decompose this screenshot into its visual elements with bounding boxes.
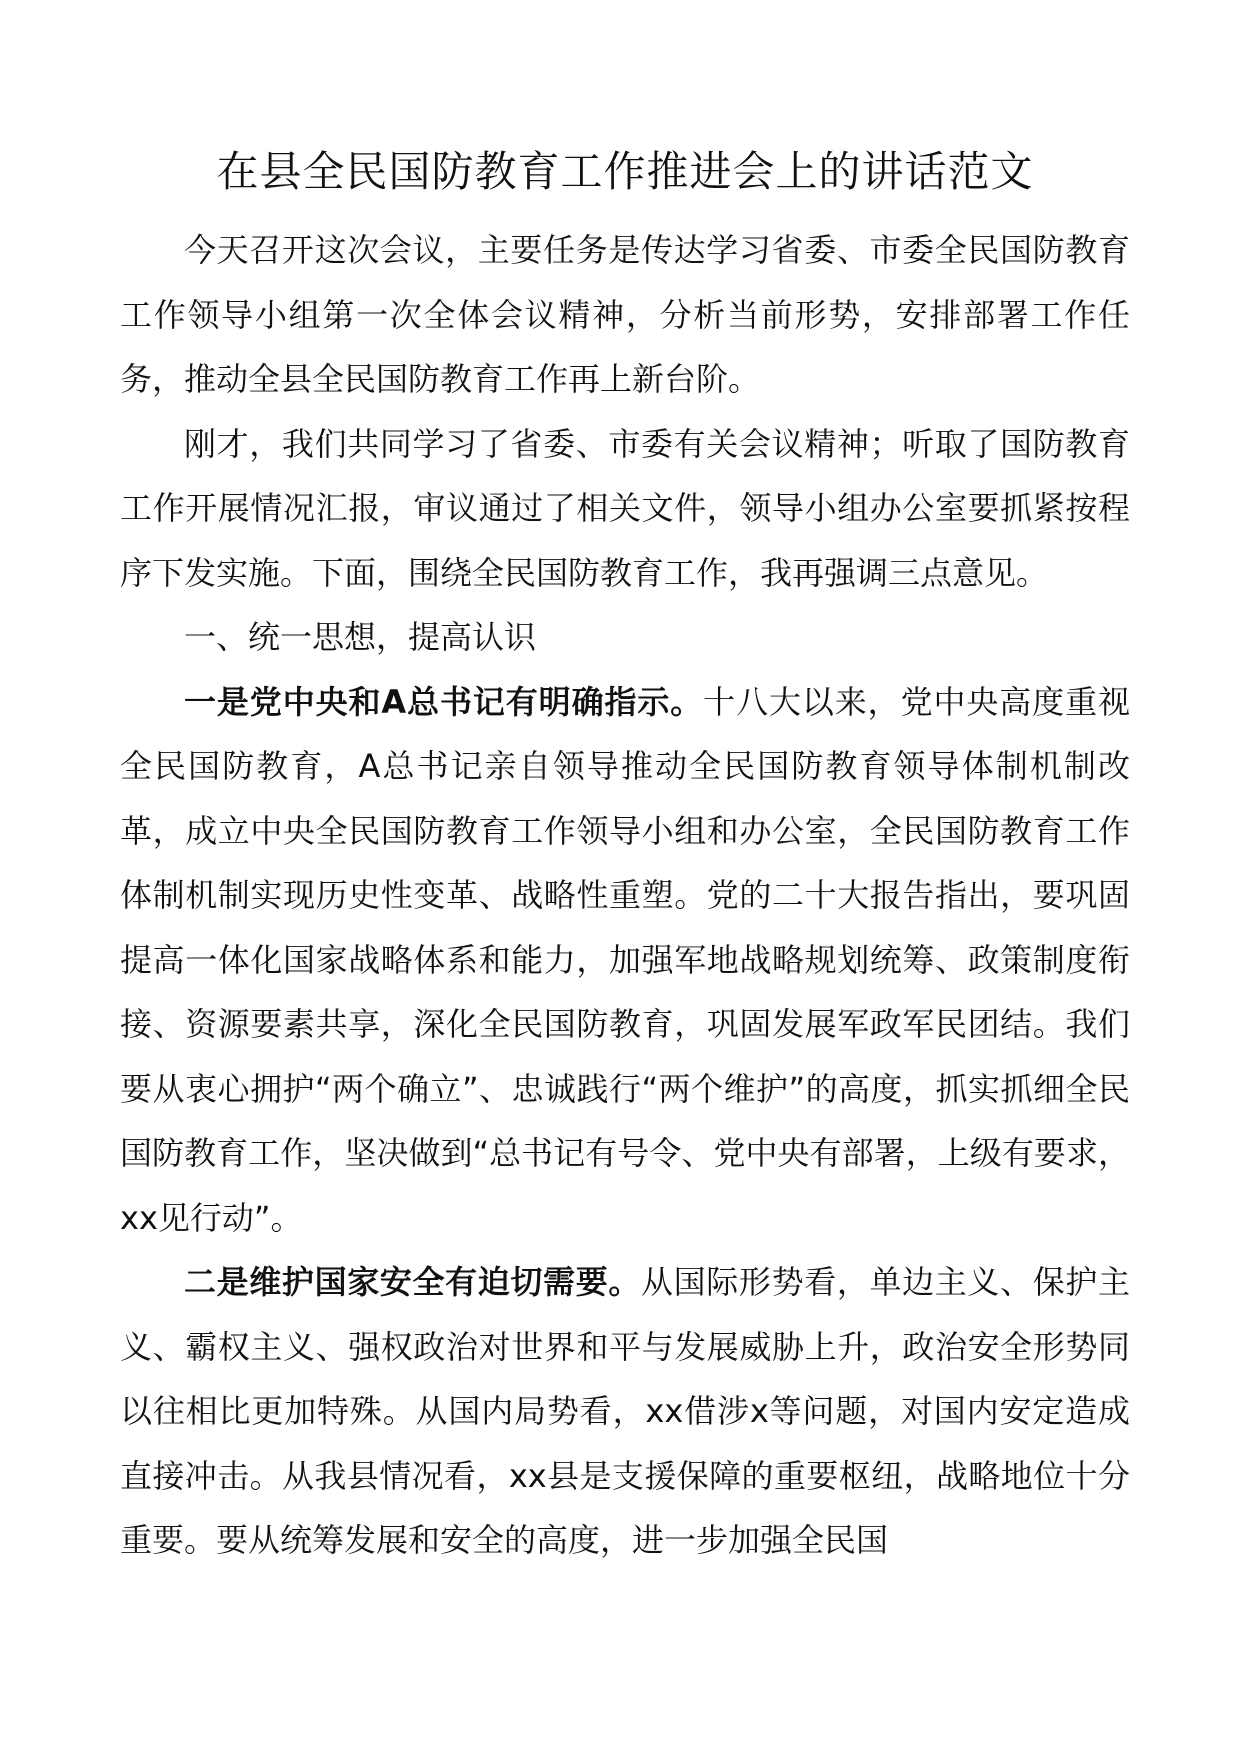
document-title: 在县全民国防教育工作推进会上的讲话范文 bbox=[216, 147, 1034, 196]
paragraph-opening: 今天召开这次会议，主要任务是传达学习省委、市委全民国防教育工作领导小组第一次全体会议精神，分析当前形势，安排部署工作任务，推动全县全民国防教育工作再上新台阶。 bbox=[120, 231, 1130, 398]
paragraph-point-2-body: 从国际形势看，单边主义、保护主义、霸权主义、强权政治对世界和平与发展威胁上升，政治安全形势同以往相比更加特殊。从国内局势看，xx借涉x等问题，对国内安定造成直接冲击。从我县情况看，xx县是支援保障的重要枢纽，战略地位十分重要。要从统筹发展和安全的高度，进一步加强全民国 bbox=[120, 1263, 1130, 1559]
paragraph-point-1-body: 十八大以来，党中央高度重视全民国防教育，A总书记亲自领导推动全民国防教育领导体制机制改革，成立中央全民国防教育工作领导小组和办公室，全民国防教育工作体制机制实现历史性变革、战略性重塑。党的二十大报告指出，要巩固提高一体化国家战略体系和能力，加强军地战略规划统筹、政策制度衔接、资源要素共享，深化全民国防教育，巩固发展军政军民团结。我们要从衷心拥护“两个确立”、忠诚践行“两个维护”的高度，抓实抓细全民国防教育工作，坚决做到“总书记有号令、党中央有部署，上级有要求，xx见行动”。 bbox=[120, 682, 1130, 1237]
paragraph-point-2-lead: 二是维护国家安全有迫切需要。 bbox=[184, 1263, 641, 1301]
paragraph-point-2 bbox=[120, 1250, 1130, 1573]
document-page bbox=[120, 140, 1130, 1573]
paragraph-point-1-lead: 一是党中央和A总书记有明确指示。 bbox=[184, 682, 704, 721]
paragraph-review: 刚才，我们共同学习了省委、市委有关会议精神；听取了国防教育工作开展情况汇报，审议通过了相关文件，领导小组办公室要抓紧按程序下发实施。下面，围绕全民国防教育工作，我再强调三点意见。 bbox=[120, 424, 1130, 592]
section-heading-1: 一、统一思想，提高认识 bbox=[184, 618, 537, 656]
paragraph-point-1 bbox=[120, 670, 1130, 1251]
